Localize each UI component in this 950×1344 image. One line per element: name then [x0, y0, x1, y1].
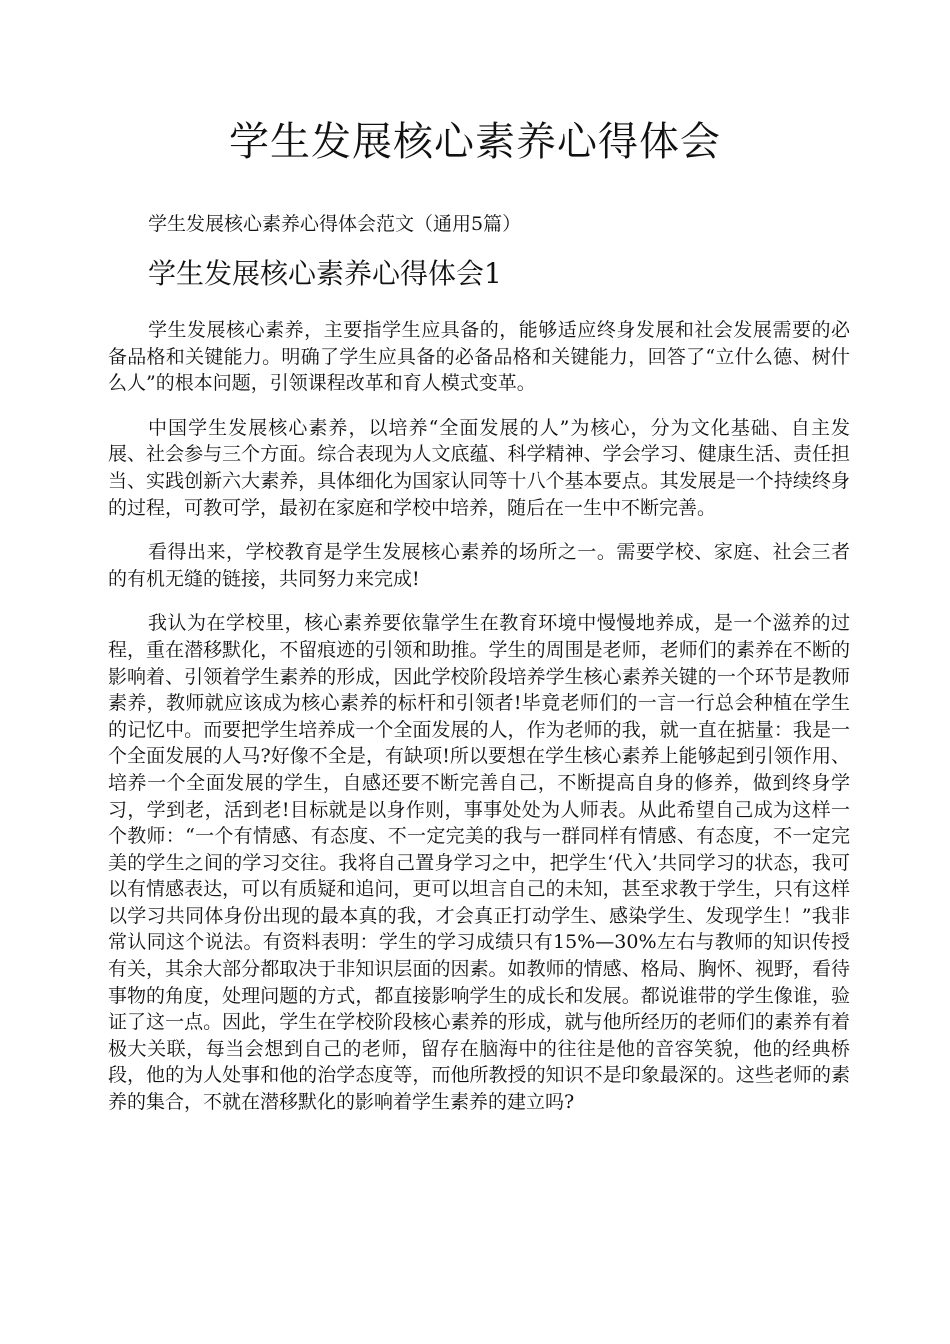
body-paragraph-1: 学生发展核心素养，主要指学生应具备的，能够适应终身发展和社会发展需要的必备品格和关键能力。明确了学生应具备的必备品格和关键能力，回答了“立什么德、树什么人”的根本问题，引领课程改革和育人模式变革。 [108, 319, 850, 395]
body-paragraph-2: 中国学生发展核心素养，以培养“全面发展的人”为核心，分为文化基础、自主发展、社会参与三个方面。综合表现为人文底蕴、科学精神、学会学习、健康生活、责任担当、实践创新六大素养，具体细化为国家认同等十八个基本要点。其发展是一个持续终身的过程，可教可学，最初在家庭和学校中培养，随后在一生中不断完善。 [108, 416, 850, 519]
body-paragraph-3: 看得出来，学校教育是学生发展核心素养的场所之一。需要学校、家庭、社会三者的有机无缝的链接，共同努力来完成! [108, 541, 850, 590]
document-subtitle: 学生发展核心素养心得体会范文（通用5篇） [148, 213, 522, 235]
document-body [108, 317, 850, 1134]
body-paragraph-4: 我认为在学校里，核心素养要依靠学生在教育环境中慢慢地养成，是一个滋养的过程，重在潜移默化，不留痕迹的引领和助推。学生的周围是老师，老师们的素养在不断的影响着、引领着学生素养的形成，因此学校阶段培养学生核心素养关键的一个环节是教师素养，教师就应该成为核心素养的标杆和引领者!毕竟老师们的一言一行总会种植在学生的记忆中。而要把学生培养成一个全面发展的人，作为老师的我，就一直在掂量：我是一个全面发展的人马?好像不全是，有缺项!所以要想在学生核心素养上能够起到引领作用、培养一个全面发展的学生，自感还要不断完善自己，不断提高自身的修养，做到终身学习，学到老，活到老!目标就是以身作则，事事处处为人师表。从此希望自己成为这样一个教师：“一个有情感、有态度、不一定完美的我与一群同样有情感、有态度，不一定完美的学生之间的学习交往。我将自己置身学习之中，把学生‘代入’共同学习的状态，我可以有情感表达，可以有质疑和追问，更可以坦言自己的未知，甚至求教于学生，只有这样以学习共同体身份出现的最本真的我，才会真正打动学生、感染学生、发现学生！”我非常认同这个说法。有资料表明：学生的学习成绩只有15%—30%左右与教师的知识传授有关，其余大部分都取决于非知识层面的因素。如教师的情感、格局、胸怀、视野，看待事物的角度，处理问题的方式，都直接影响学生的成长和发展。都说谁带的学生像谁，验证了这一点。因此，学生在学校阶段核心素养的形成，就与他所经历的老师们的素养有着极大关联，每当会想到自己的老师，留存在脑海中的往往是他的音容笑貌，他的经典桥段，他的为人处事和他的治学态度等，而他所教授的知识不是印象最深的。这些老师的素养的集合，不就在潜移默化的影响着学生素养的建立吗? [108, 612, 850, 1114]
section-heading: 学生发展核心素养心得体会1 [148, 257, 502, 290]
document-title: 学生发展核心素养心得体会 [229, 119, 721, 165]
